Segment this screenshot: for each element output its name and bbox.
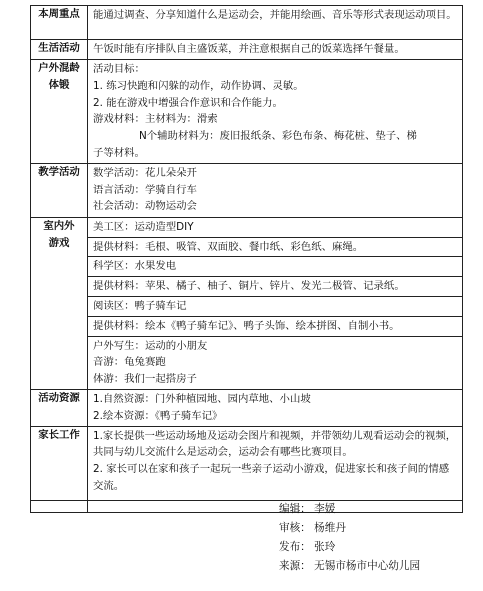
- outdoor-goal-1: 1. 练习快跑和闪躲的动作，动作协调、灵敏。: [93, 79, 304, 92]
- teaching-social: 社会活动：动物运动会: [93, 200, 197, 213]
- resources-picture-book: 2.绘本资源：《鸭子骑车记》: [93, 409, 223, 422]
- label-teaching: 教学活动: [31, 163, 88, 217]
- label-indoor-line1: 室内外: [43, 219, 75, 232]
- resources-natural: 1.自然资源：门外种植园地、园内草地、小山坡: [93, 392, 311, 405]
- label-life: 生活活动: [31, 40, 88, 60]
- science-area: 科学区：水果发电: [88, 256, 462, 275]
- outdoor-sketch: 户外写生：运动的小朋友: [88, 336, 462, 355]
- label-outdoor: [31, 60, 88, 164]
- label-indoor-line2: 游戏: [48, 236, 70, 249]
- outdoor-material-aux-cont: 子等材料。: [93, 146, 145, 159]
- row-outdoor: [31, 60, 463, 164]
- row-life: [31, 40, 463, 60]
- weekly-plan-table: [30, 5, 463, 513]
- label-outdoor-line2: 体锻: [48, 78, 70, 91]
- focus-text: 能通过调查、分享知道什么是运动会，并能用绘画、音乐等形式表现运动项目。: [88, 6, 463, 40]
- outdoor-content: [88, 60, 463, 164]
- row-teaching: [31, 163, 463, 217]
- label-focus: 本周重点: [31, 6, 88, 40]
- parents-content: [88, 426, 463, 500]
- sports-game: 体游：我们一起搭房子: [93, 373, 197, 386]
- teaching-math: 数学活动：花儿朵朵开: [93, 166, 197, 179]
- footer-publisher: 发布： 张玲: [279, 541, 336, 553]
- footer-source: 来源： 无锡市杨市中心幼儿园: [279, 560, 421, 572]
- life-text: 午饭时能有序排队自主盛饭菜，并注意根据自己的饭菜选择午餐量。: [93, 43, 405, 55]
- row-indoor: [31, 217, 463, 389]
- label-parents: 家长工作: [31, 426, 88, 500]
- science-materials: 提供材料：苹果、橘子、柚子、铜片、锌片、发光二极管、记录纸。: [88, 276, 462, 295]
- art-area: 美工区：运动造型DIY: [93, 220, 194, 233]
- art-materials: 提供材料：毛根、吸管、双面胶、餐巾纸、彩色纸、麻绳。: [88, 237, 462, 256]
- reading-materials: 提供材料：绘本《鸭子骑车记》、鸭子头饰、绘本拼图、自制小书。: [88, 316, 462, 335]
- label-indoor: [31, 217, 88, 389]
- outdoor-goal-title: 活动目标：: [93, 63, 145, 75]
- empty-cell-left: [31, 500, 88, 512]
- row-resources: [31, 389, 463, 426]
- parents-item-1: 1.家长提供一些运动场地及运动会图片和视频，并带领幼儿观看运动会的视频，共同与幼儿交流什么是运动会，运动会有哪些比赛项目。: [93, 429, 457, 459]
- teaching-language: 语言活动：学骑自行车: [93, 183, 197, 196]
- label-outdoor-line1: 户外混龄: [38, 62, 80, 74]
- row-parents: [31, 426, 463, 500]
- resources-content: [88, 389, 463, 426]
- teaching-content: [88, 163, 463, 217]
- outdoor-material-main: 游戏材料：主材料为：滑索: [93, 113, 218, 126]
- row-focus: [31, 6, 463, 40]
- footer-editor: 编辑： 李媛: [279, 503, 336, 515]
- indoor-content: [88, 217, 463, 389]
- publication-footer: [279, 500, 420, 576]
- outdoor-goal-2: 2. 能在游戏中增强合作意识和合作能力。: [93, 96, 283, 109]
- music-game: 音游：龟兔赛跑: [93, 356, 166, 369]
- reading-area: 阅读区：鸭子骑车记: [88, 296, 462, 315]
- outdoor-material-aux: N个辅助材料为：废旧报纸条、彩色布条、梅花桩、垫子、梯: [139, 130, 417, 143]
- parents-item-2: 2. 家长可以在家和孩子一起玩一些亲子运动小游戏，促进家长和孩子间的情感交流。: [93, 463, 450, 492]
- footer-reviewer: 审核： 杨维丹: [279, 522, 346, 534]
- label-resources: 活动资源: [31, 389, 88, 426]
